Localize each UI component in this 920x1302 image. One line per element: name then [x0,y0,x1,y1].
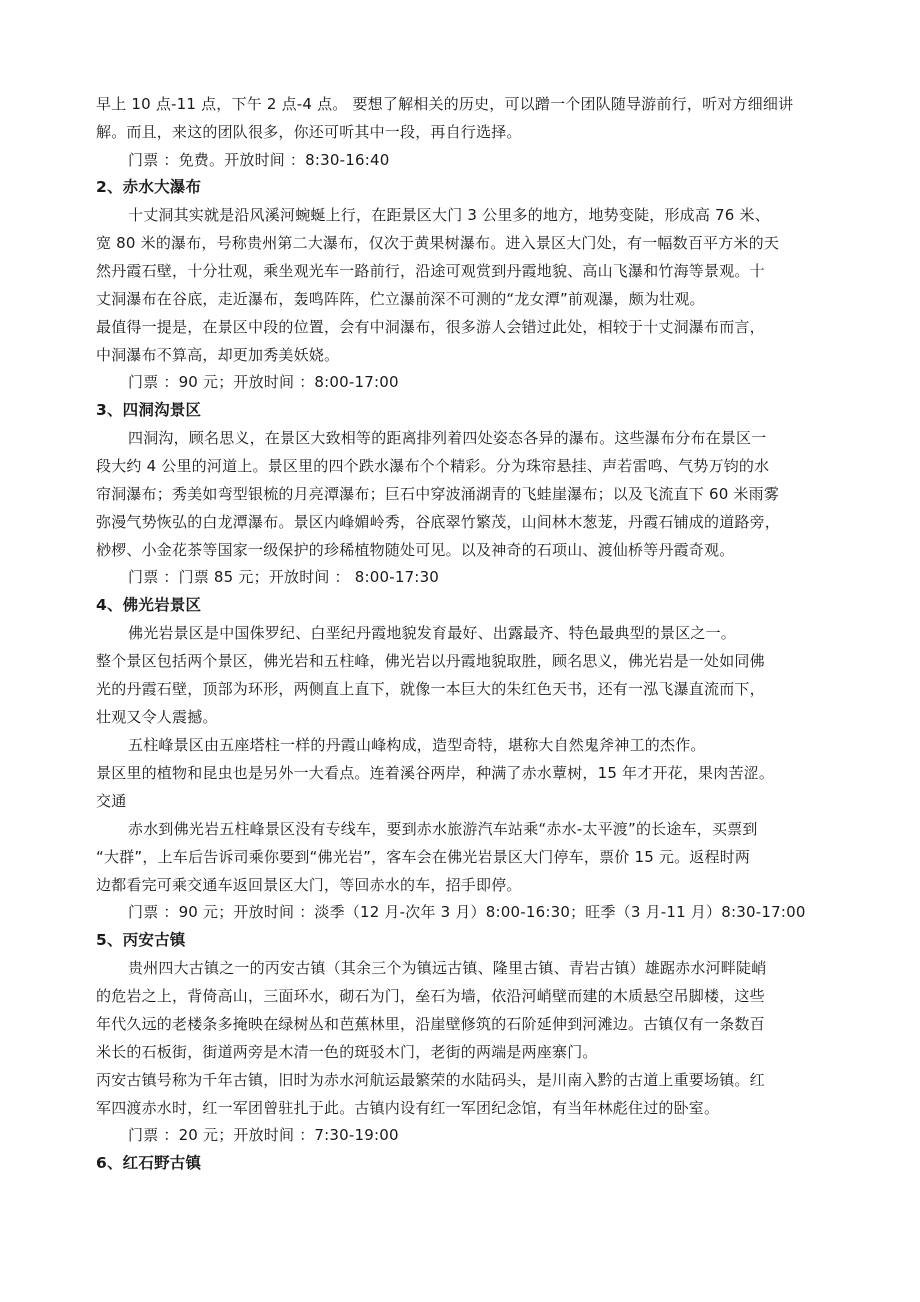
section-heading: 6、红石野古镇 [96,1154,202,1172]
body-text-line: 光的丹霞石壁，顶部为环形，两侧直上直下，就像一本巨大的朱红色天书，还有一泓飞瀑直流而下， [96,680,765,698]
body-text-line: 宽 80 米的瀑布，号称贵州第二大瀑布，仅次于黄果树瀑布。进入景区大门处，有一幅数百平方米的天 [96,234,780,252]
body-text-line: 最值得一提是，在景区中段的位置，会有中洞瀑布，很多游人会错过此处，相较于十丈洞瀑布而言， [96,318,765,336]
body-text-line: 佛光岩景区是中国侏罗纪、白垩纪丹霞地貌发育最好、出露最齐、特色最典型的景区之一。 [128,624,737,642]
body-text-line: 桫椤、小金花茶等国家一级保护的珍稀植物随处可见。以及神奇的石项山、渡仙桥等丹霞奇观。 [96,541,735,559]
body-text-line: 十丈洞其实就是沿风溪河蜿蜒上行，在距景区大门 3 公里多的地方，地势变陡，形成高 76 米、 [128,206,770,224]
section-heading: 4、佛光岩景区 [96,596,202,614]
body-text-line: 米长的石板街，街道两旁是木清一色的斑驳木门，老街的两端是两座寨门。 [96,1043,598,1061]
body-text-line: 景区里的植物和昆虫也是另外一大看点。连着溪谷两岸，种满了赤水蕈树，15 年才开花，果肉苦涩。 [96,764,775,782]
ticket-info: 门票 ：免费。开放时间 ：8:30-16:40 [128,151,390,169]
body-text-line: 军四渡赤水时，红一军团曾驻扎于此。古镇内设有红一军团纪念馆，有当年林彪住过的卧室。 [96,1099,720,1117]
body-text-line: 的危岩之上，背倚高山，三面环水，砌石为门，垒石为墙，依沿河峭壁而建的木质悬空吊脚楼，这些 [96,987,765,1005]
body-text-line: 早上 10 点-11 点，下午 2 点-4 点。 要想了解相关的历史，可以蹭一个团队随导游前行，听对方细细讲 [96,95,794,113]
body-text-line: 解。而且，来这的团队很多，你还可听其中一段，再自行选择。 [96,123,522,141]
body-text-line: 四洞沟，顾名思义，在景区大致相等的距离排列着四处姿态各异的瀑布。这些瀑布分布在景区一 [128,429,767,447]
body-text-line: 段大约 4 公里的河道上。景区里的四个跌水瀑布个个精彩。分为珠帘悬挂、声若雷鸣、气势万钧的水 [96,457,770,475]
ticket-info: 门票 ：20 元；开放时间 ：7:30-19:00 [128,1126,399,1144]
body-text-line: 赤水到佛光岩五柱峰景区没有专线车，要到赤水旅游汽车站乘“赤水-太平渡”的长途车，买票到 [128,820,758,838]
body-text-line: “大群”，上车后告诉司乘你要到“佛光岩”，客车会在佛光岩景区大门停车，票价 15 元。返程时两 [96,848,751,866]
body-text-line: 年代久远的老楼条多掩映在绿树丛和芭蕉林里，沿崖壁修筑的石阶延伸到河滩边。古镇仅有一条数百 [96,1015,765,1033]
ticket-info: 门票 ：90 元；开放时间 ：淡季（12 月-次年 3 月）8:00-16:30；旺季（3 月-11 月）8:30-17:00 [128,903,806,921]
section-heading: 2、赤水大瀑布 [96,178,202,196]
body-text-line: 然丹霞石壁，十分壮观，乘坐观光车一路前行，沿途可观赏到丹霞地貌、高山飞瀑和竹海等景观。十 [96,262,765,280]
body-text-line: 弥漫气势恢弘的白龙潭瀑布。景区内峰媚岭秀，谷底翠竹繁茂，山间林木葱茏，丹霞石铺成的道路旁， [96,513,781,531]
section-heading: 3、四洞沟景区 [96,401,202,419]
body-text-line: 中洞瀑布不算高，却更加秀美妖娆。 [96,346,340,364]
ticket-info: 门票 ：门票 85 元；开放时间 ： 8:00-17:30 [128,568,440,586]
body-text-line: 五柱峰景区由五座塔柱一样的丹霞山峰构成，造型奇特，堪称大自然鬼斧神工的杰作。 [128,736,706,754]
body-text-line: 贵州四大古镇之一的丙安古镇（其余三个为镇远古镇、隆里古镇、青岩古镇）雄踞赤水河畔陡峭 [128,959,767,977]
subheading-transport: 交通 [96,792,127,810]
body-text-line: 丙安古镇号称为千年古镇，旧时为赤水河航运最繁荣的水陆码头，是川南入黔的古道上重要场镇。红 [96,1071,765,1089]
body-text-line: 帘洞瀑布；秀美如弯型银梳的月亮潭瀑布；巨石中穿波涌湖青的飞蛙崖瀑布；以及飞流直下 60 米雨雾 [96,485,780,503]
body-text-line: 边都看完可乘交通车返回景区大门，等回赤水的车，招手即停。 [96,876,522,894]
body-text-line: 壮观又令人震撼。 [96,708,218,726]
ticket-info: 门票 ：90 元；开放时间 ：8:00-17:00 [128,373,399,391]
body-text-line: 整个景区包括两个景区，佛光岩和五柱峰，佛光岩以丹霞地貌取胜，顾名思义，佛光岩是一处如同佛 [96,652,765,670]
section-heading: 5、丙安古镇 [96,931,186,949]
body-text-line: 丈洞瀑布在谷底，走近瀑布，轰鸣阵阵，伫立瀑前深不可测的“龙女潭”前观瀑，颇为壮观。 [96,290,705,308]
